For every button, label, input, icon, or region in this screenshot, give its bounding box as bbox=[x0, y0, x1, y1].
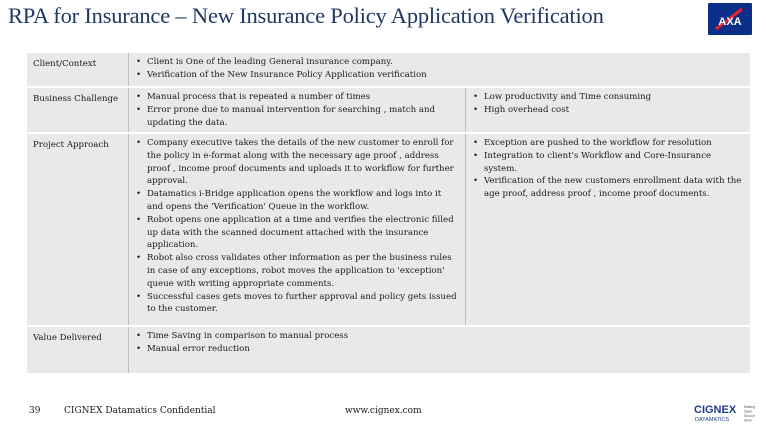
row-label: Value Delivered bbox=[33, 333, 102, 343]
list-item: • Successful cases gets moves to further approval and policy gets issued to the customer. bbox=[135, 291, 459, 317]
list-item: • Robot also cross validates other information as per the business rules in case of any exceptions, robot moves the application to 'exception' queue with writing appropriate comments. bbox=[135, 252, 459, 290]
row-business-challenge bbox=[27, 88, 750, 134]
list-item: • Verification of the New Insurance Policy Application verification bbox=[135, 69, 744, 82]
list-item: • Company executive takes the details of the new customer to enroll for the policy in e-format along with the necessary age proof , address proof , income proof documents and uploads it to workflow for further approval. bbox=[135, 137, 459, 188]
row-label: Business Challenge bbox=[33, 94, 119, 104]
page-title: RPA for Insurance – New Insurance Policy Application Verification bbox=[8, 3, 604, 28]
svg-text:AXA: AXA bbox=[718, 16, 742, 28]
logo-tagline: Open bbox=[744, 409, 753, 414]
logo-subtext: DATAMATICS bbox=[695, 417, 730, 423]
list-item: • Low productivity and Time consuming bbox=[472, 91, 744, 104]
row-value-delivered bbox=[27, 327, 750, 375]
list-item: • High overhead cost bbox=[472, 104, 744, 117]
confidential-note: CIGNEX Datamatics Confidential bbox=[64, 406, 216, 416]
axa-logo-icon bbox=[708, 3, 752, 35]
row-content bbox=[128, 134, 465, 325]
row-content bbox=[128, 53, 750, 86]
footer-url: www.cignex.com bbox=[345, 406, 422, 416]
logo-text: CIGNEX bbox=[694, 404, 737, 416]
list-item: • Error prone due to manual intervention for searching , match and updating the data. bbox=[135, 104, 459, 130]
row-label: Project Approach bbox=[33, 140, 109, 150]
cignex-logo-icon bbox=[694, 402, 756, 424]
list-item: • Manual process that is repeated a number of times bbox=[135, 91, 459, 104]
list-item: • Exception are pushed to the workflow for resolution bbox=[472, 137, 744, 150]
row-client-context bbox=[27, 53, 750, 88]
list-item: • Verification of the new customers enrollment data with the age proof, address proof , income proof documents. bbox=[472, 175, 744, 201]
list-item: • Manual error reduction bbox=[135, 343, 744, 356]
list-item: • Integration to client's Workflow and Core-Insurance system. bbox=[472, 150, 744, 176]
axa-logo bbox=[708, 3, 752, 35]
logo-tagline: Making bbox=[744, 405, 755, 409]
row-impact bbox=[465, 134, 750, 325]
logo-tagline: Source bbox=[744, 414, 755, 418]
row-project-approach bbox=[27, 134, 750, 327]
row-impact bbox=[465, 88, 750, 132]
page-number: 39 bbox=[29, 406, 41, 416]
list-item: • Robot opens one application at a time and verifies the electronic filled up data with the scanned document attached with the insurance application. bbox=[135, 214, 459, 252]
row-content bbox=[128, 327, 750, 373]
list-item: • Datamatics i-Bridge application opens the workflow and logs into it and opens the 'Verification' Queue in the workflow. bbox=[135, 188, 459, 214]
summary-table bbox=[27, 53, 750, 375]
logo-tagline: Work bbox=[744, 418, 752, 423]
row-label: Client/Context bbox=[33, 59, 97, 69]
list-item: • Client is One of the leading General insurance company. bbox=[135, 56, 744, 69]
list-item: • Time Saving in comparison to manual process bbox=[135, 330, 744, 343]
row-content bbox=[128, 88, 465, 132]
